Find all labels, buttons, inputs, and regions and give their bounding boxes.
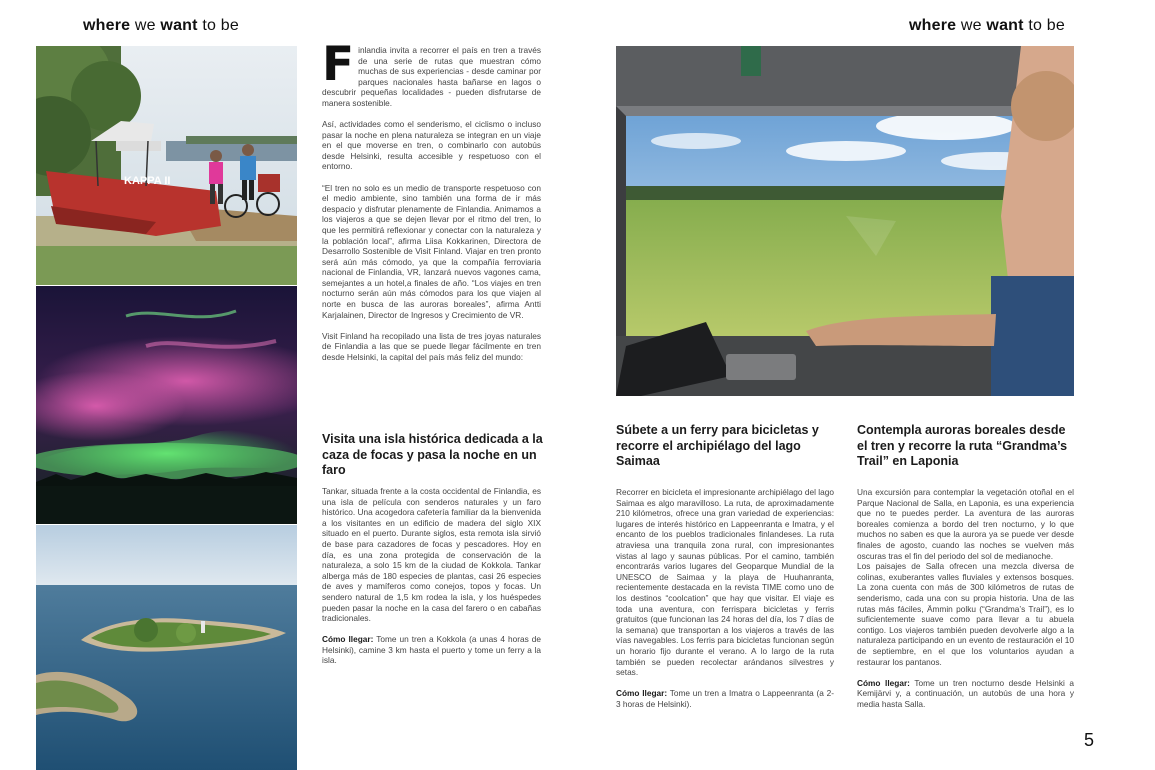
ferry-cyclists-photo (36, 46, 297, 285)
intro-column (322, 37, 541, 373)
magazine-header-left: where we want to be (83, 17, 239, 34)
intro-paragraph-3: “El tren no solo es un medio de transporte respetuoso con el medio ambiente, sino también una forma de ir más despacio y disfrutar plenamente de Finlandia. Animamos a los viajeros a que se dejen llevar por el ritmo del tren, lo que les permitirá reflexionar y conectar con la naturaleza y la población local”, afirma Liisa Kokkarinen, Directora de Desarrollo Sostenible de Visit Finland. Viajar en tren pronto será aún más cómodo, ya que la compañía ferroviaria nacional de Finlandia, VR, lanzará nuevos vagones cama, semejantes a un hotel,a finales de año. “Los viajes en tren nocturno serán aún más cómodos para los que viajen al norte en busca de las auroras boreales”, afirma Antti Karjalainen, Director de Ingresos y Crecimiento de VR. (322, 182, 541, 320)
section3-column (857, 487, 1074, 720)
section1-howto: Cómo llegar: Tome un tren a Kokkola (a unas 4 horas de Helsinki), camine 3 km hasta el puerto y tome un ferry a la isla. (322, 634, 541, 666)
section1-column (322, 486, 541, 677)
page-number: 5 (1084, 730, 1095, 750)
section1-heading: Visita una isla histórica dedicada a la caza de focas y pasa la noche en un faro (322, 432, 543, 477)
section3-body1: Una excursión para contemplar la vegetación otoñal en el Parque Nacional de Salla, en Laponia, es una experiencia que no te puedes perder. La aventura de las auroras boreales comienza a bordo del tren nocturno, y lo que muchos no saben es que la aurora ya se puede ver desde finales de agosto, cuando las noches se vuelven más oscuras tras el fin del periodo del sol de medianoche. (857, 487, 1074, 561)
intro-paragraph-2: Así, actividades como el senderismo, el ciclismo o incluso pasar la noche en plena naturaleza se integran en un viaje en el que moverse en tren, o combinarlo con autobús desde Helsinki, resulta accesible y respetuoso con el entorno. (322, 119, 541, 172)
section2-column (616, 487, 834, 720)
island-aerial-photo (36, 525, 297, 770)
intro-paragraph-4: Visit Finland ha recopilado una lista de tres joyas naturales de Finlandia a las que se puede llegar fácilmente en tren desde Helsinki, la capital del país más feliz del mundo: (322, 330, 541, 362)
section2-howto: Cómo llegar: Tome un tren a Imatra o Lappeenranta (a 2-3 horas de Helsinki). (616, 688, 834, 709)
section3-howto: Cómo llegar: Tome un tren nocturno desde Helsinki a Kemijärvi y, a continuación, un autobús de una hora y media hasta Salla. (857, 677, 1074, 709)
intro-paragraph-1: Finlandia invita a recorrer el país en tren a través de una serie de rutas que muestran cómo muchas de sus experiencias - desde caminar por parques nacionales hasta bañarse en lagos o descubrir pequeñas localidades - pueden disfrutarse de manera sostenible. (322, 37, 541, 108)
drop-cap: F (322, 37, 355, 92)
ferry-name-text: KAPPA II (124, 175, 171, 187)
section2-heading: Súbete a un ferry para bicicletas y recorre el archipiélago del lago Saimaa (616, 423, 819, 468)
northern-lights-photo (36, 286, 297, 524)
section3-body2: Los paisajes de Salla ofrecen una mezcla diversa de colinas, exuberantes valles fluviales y extensos bosques. La zona cuenta con más de 300 kilómetros de rutas de senderismo, cada una con su propia historia. Una de las rutas más fáciles, Ämmin polku (“Grandma’s Trail”), es lo suficientemente suave como para llevar a tu abuela contigo. Los viajeros también pueden devolverle algo a la naturaleza participando en un evento de restauración el 10 de septiembre, en el que los voluntarios ayudan a restaurar los pantanos. (857, 561, 1074, 667)
section3-heading: Contempla auroras boreales desde el tren y recorre la ruta “Grandma’s Trail” en Laponia (857, 423, 1068, 468)
train-window-photo (616, 46, 1074, 396)
magazine-header-right: where we want to be (909, 17, 1065, 34)
section2-body: Recorrer en bicicleta el impresionante archipiélago del lago Saimaa es algo maravilloso. La ruta, de aproximadamente 210 kilómetros, ofrece una gran variedad de experiencias: lugares de interés histórico en Lappeenranta e Imatra, y el encanto de los pueblos tradicionales finlandeses. La ruta atraviesa una tranquila zona rural, con impresionantes vistas al lago y saunas públicas. Por el camino, también encontrarás varios lugares del Geoparque Mundial de la UNESCO de Saimaa y la playa de Huuhanranta, recientemente destacada en la revista TIME como uno de los destinos “coolcation” que hay que visitar. El viaje es toda una aventura, con ferrispara bicicletas y ferris gratuitos (que funcionan las 24 horas del día, los 7 días de la semana) que transportan a los viajeros a través de las vías navegables. Los ferris para bicicletas funcionan según un horario fijo durante el verano. A lo largo de la ruta también se pueden recolectar arándanos silvestres y setas. (616, 487, 834, 678)
section1-body: Tankar, situada frente a la costa occidental de Finlandia, es una isla de película con senderos naturales y un faro histórico. Una acogedora cafetería familiar da la bienvenida a los visitantes en un edificio de madera del siglo XIX situado en el puerto. Durante siglos, esta remota isla sirvió de base para cazadores de focas y pescadores. Hoy en día, es una zona protegida de conservación de la naturaleza, a solo 15 km de la ciudad de Kokkola. Tankar alberga más de 180 especies de plantas, casi 26 especies de aves y mamíferos como conejos, topos y focas. Un sendero natural de 1,5 km rodea la isla, y los huéspedes pueden pasar la noche en la casa del farero o en cabañas tradicionales. (322, 486, 541, 624)
